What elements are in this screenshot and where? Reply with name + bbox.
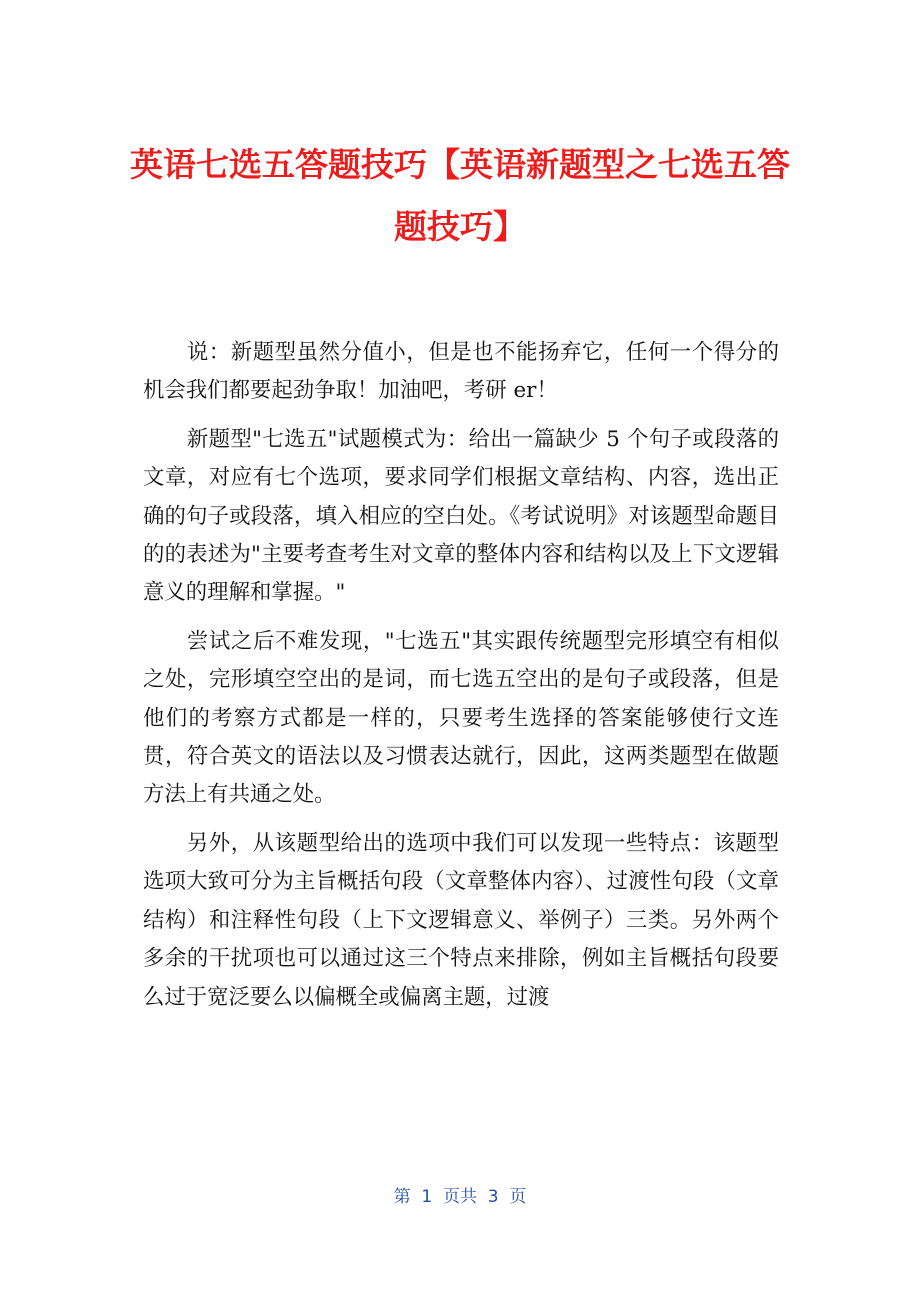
paragraph-1: 说：新题型虽然分值小，但是也不能扬弃它，任何一个得分的机会我们都要起劲争取！加油吧，考研 er！ — [143, 340, 779, 404]
paragraph-3: 尝试之后不难发现，"七选五"其实跟传统题型完形填空有相似之处，完形填空空出的是词，而七选五空出的是句子或段落，但是他们的考察方式都是一样的，只要考生选择的答案能够使行文连贯，符合英文的语法以及习惯表达就行，因此，这两类题型在做题方法上有共通之处。 — [143, 628, 779, 808]
document-title: 英语七选五答题技巧【英语新题型之七选五答题技巧】 — [130, 145, 790, 246]
paragraph-4: 另外，从该题型给出的选项中我们可以发现一些特点：该题型选项大致可分为主旨概括句段（文章整体内容）、过渡性句段（文章结构）和注释性句段（上下文逻辑意义、举例子）三类。另外两个多余的干扰项也可以通过这三个特点来排除，例如主旨概括句段要么过于宽泛要么以偏概全或偏离主题，过渡 — [143, 830, 779, 1010]
document-body — [143, 334, 779, 1027]
paragraph-2: 新题型"七选五"试题模式为：给出一篇缺少 5 个句子或段落的文章，对应有七个选项，要求同学们根据文章结构、内容，选出正确的句子或段落，填入相应的空白处。《考试说明》对该题型命题目的的表述为"主要考查考生对文章的整体内容和结构以及上下文逻辑意义的理解和掌握。" — [143, 426, 779, 606]
page-number-footer: 第 1 页共 3 页 — [393, 1187, 527, 1207]
